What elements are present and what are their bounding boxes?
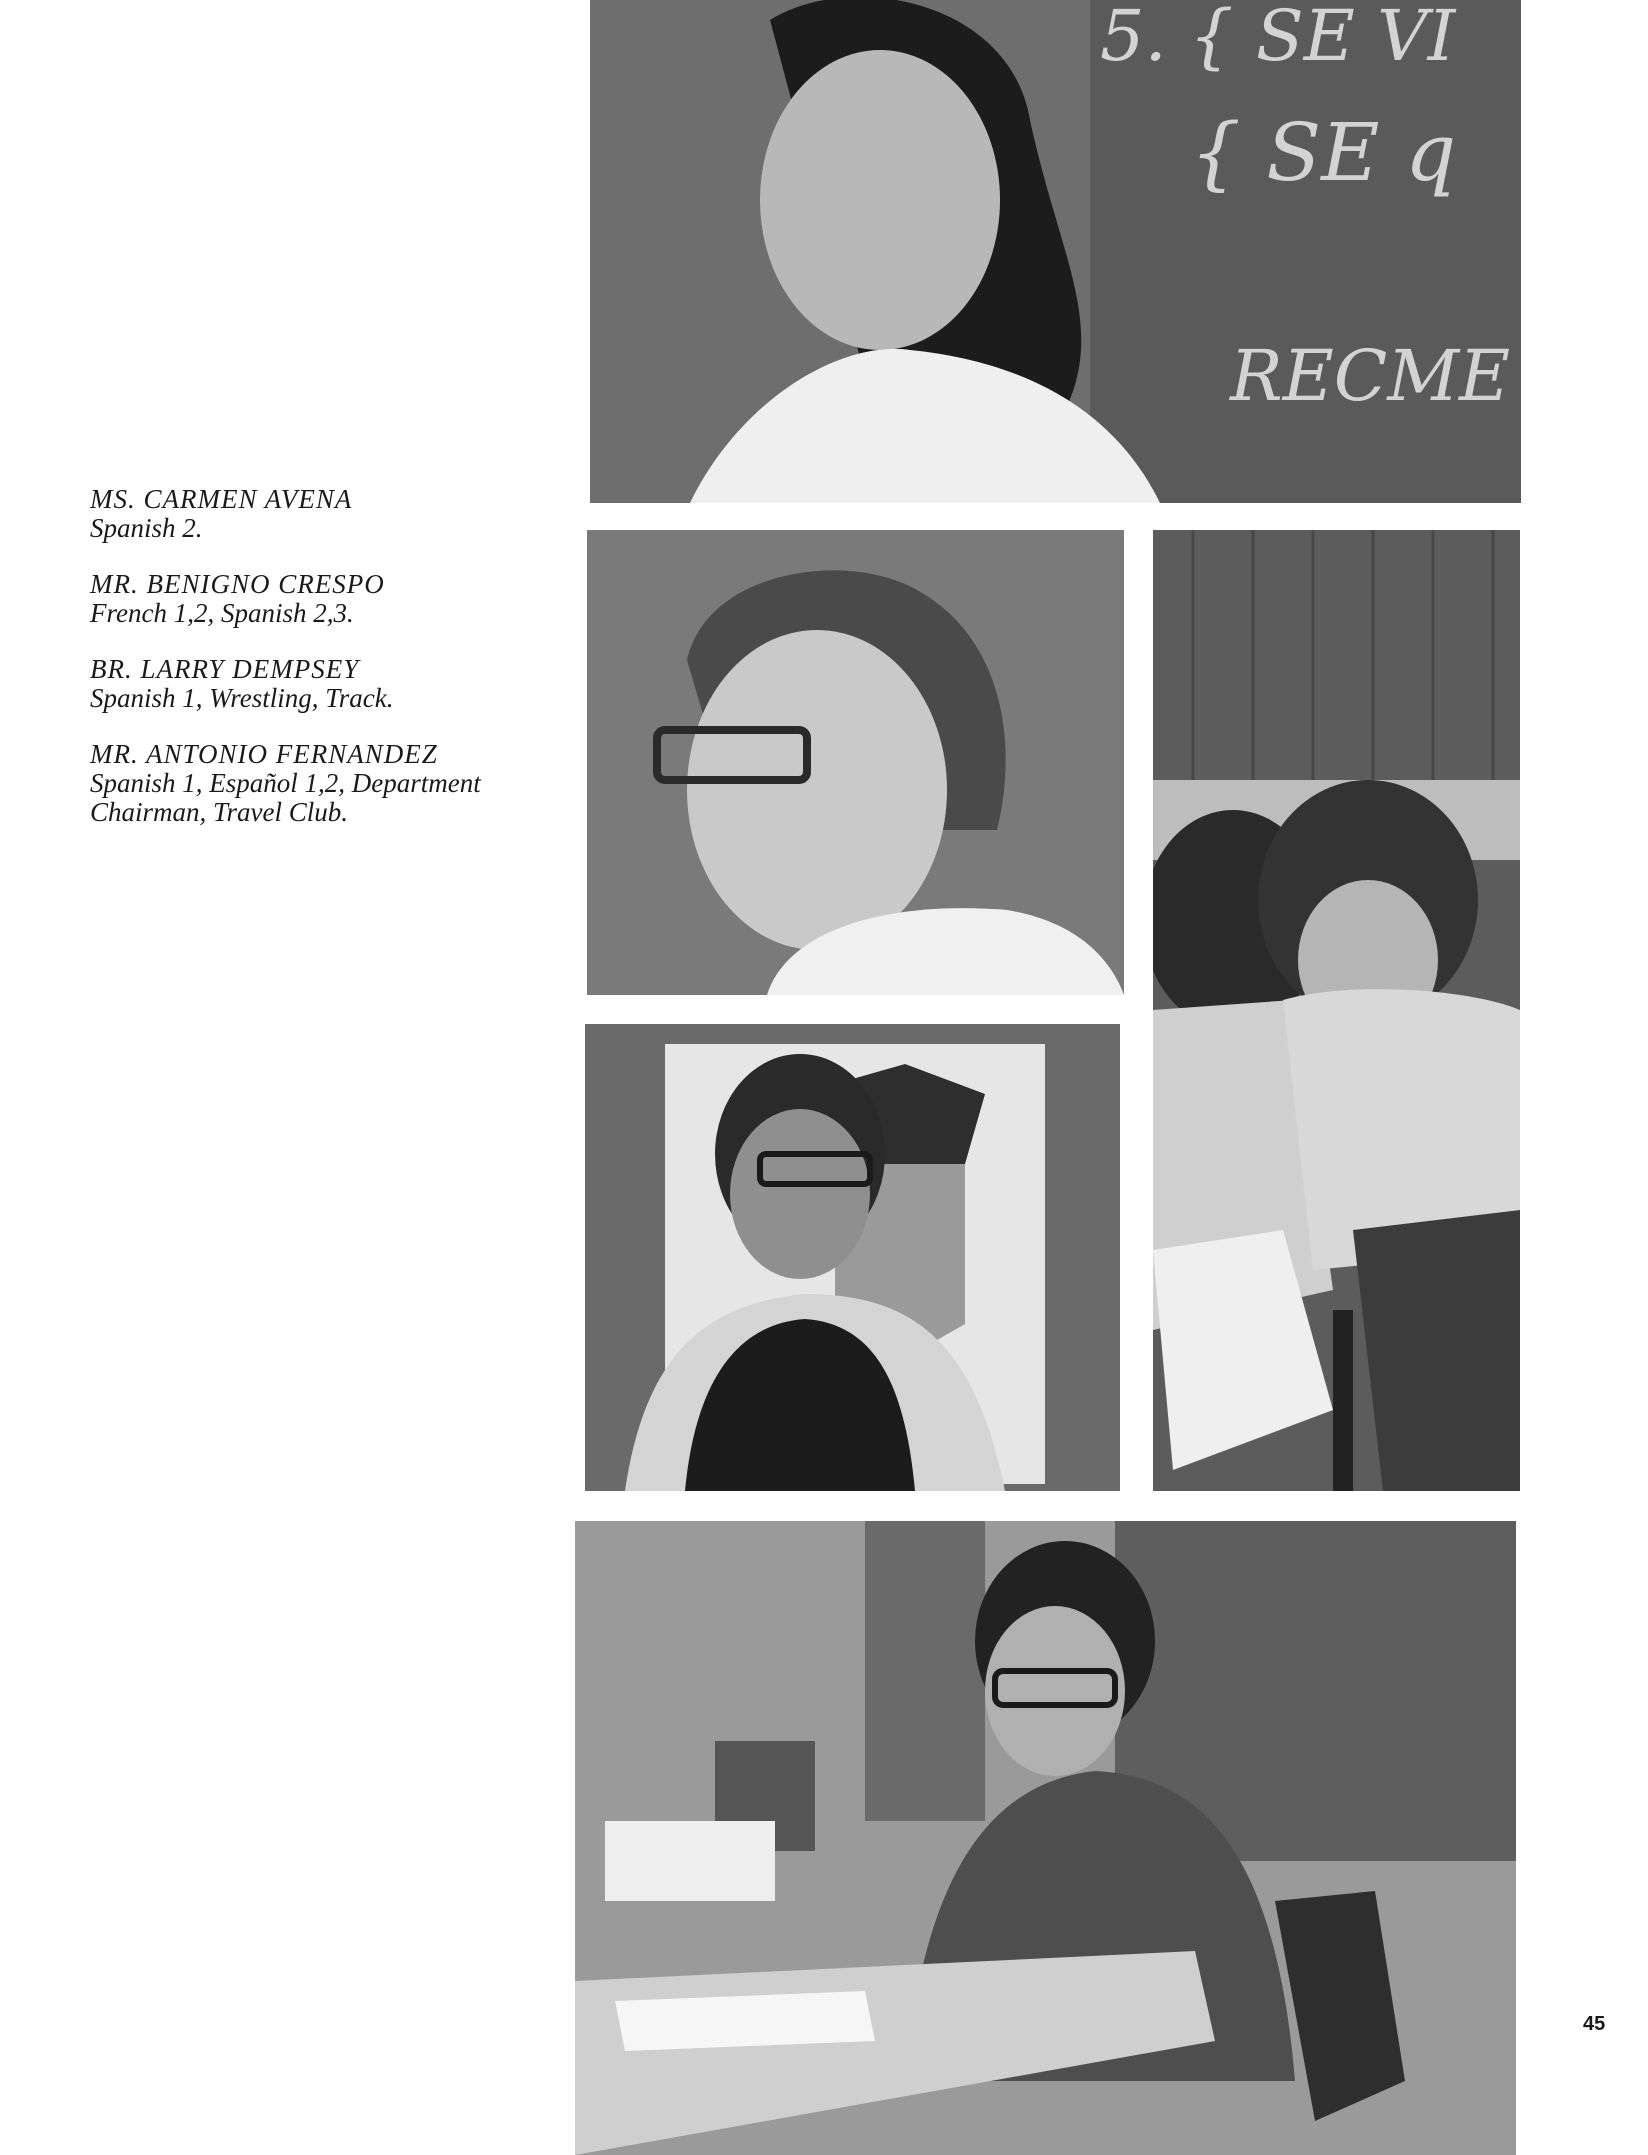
chalk-line: { SE q <box>1190 106 1457 199</box>
faculty-name: MS. CARMEN AVENA <box>90 484 353 514</box>
faculty-description: Spanish 1, Español 1,2, Department Chairman, Travel Club. <box>90 768 481 827</box>
caption-dempsey <box>90 655 560 713</box>
caption-crespo <box>90 570 560 628</box>
faculty-description: French 1,2, Spanish 2,3. <box>90 598 354 628</box>
photo-teacher-chalkboard <box>590 0 1521 503</box>
faculty-description: Spanish 2. <box>90 513 203 543</box>
page-number: 45 <box>1583 2013 1606 2035</box>
faculty-name: BR. LARRY DEMPSEY <box>90 654 360 684</box>
faculty-name: MR. BENIGNO CRESPO <box>90 569 385 599</box>
faculty-name: MR. ANTONIO FERNANDEZ <box>90 739 438 769</box>
chalk-line: 5. { SE VI <box>1100 0 1456 77</box>
photo-teacher-desk <box>575 1521 1516 2155</box>
caption-avena <box>90 485 560 543</box>
faculty-description: Spanish 1, Wrestling, Track. <box>90 683 394 713</box>
faculty-captions <box>90 485 560 854</box>
caption-fernandez <box>90 740 560 827</box>
photo-teacher-vest <box>585 1024 1120 1491</box>
chalk-line: RECME <box>1230 335 1511 417</box>
photo-students-yearbook <box>1153 530 1520 1491</box>
photo-teacher-profile <box>587 530 1124 995</box>
